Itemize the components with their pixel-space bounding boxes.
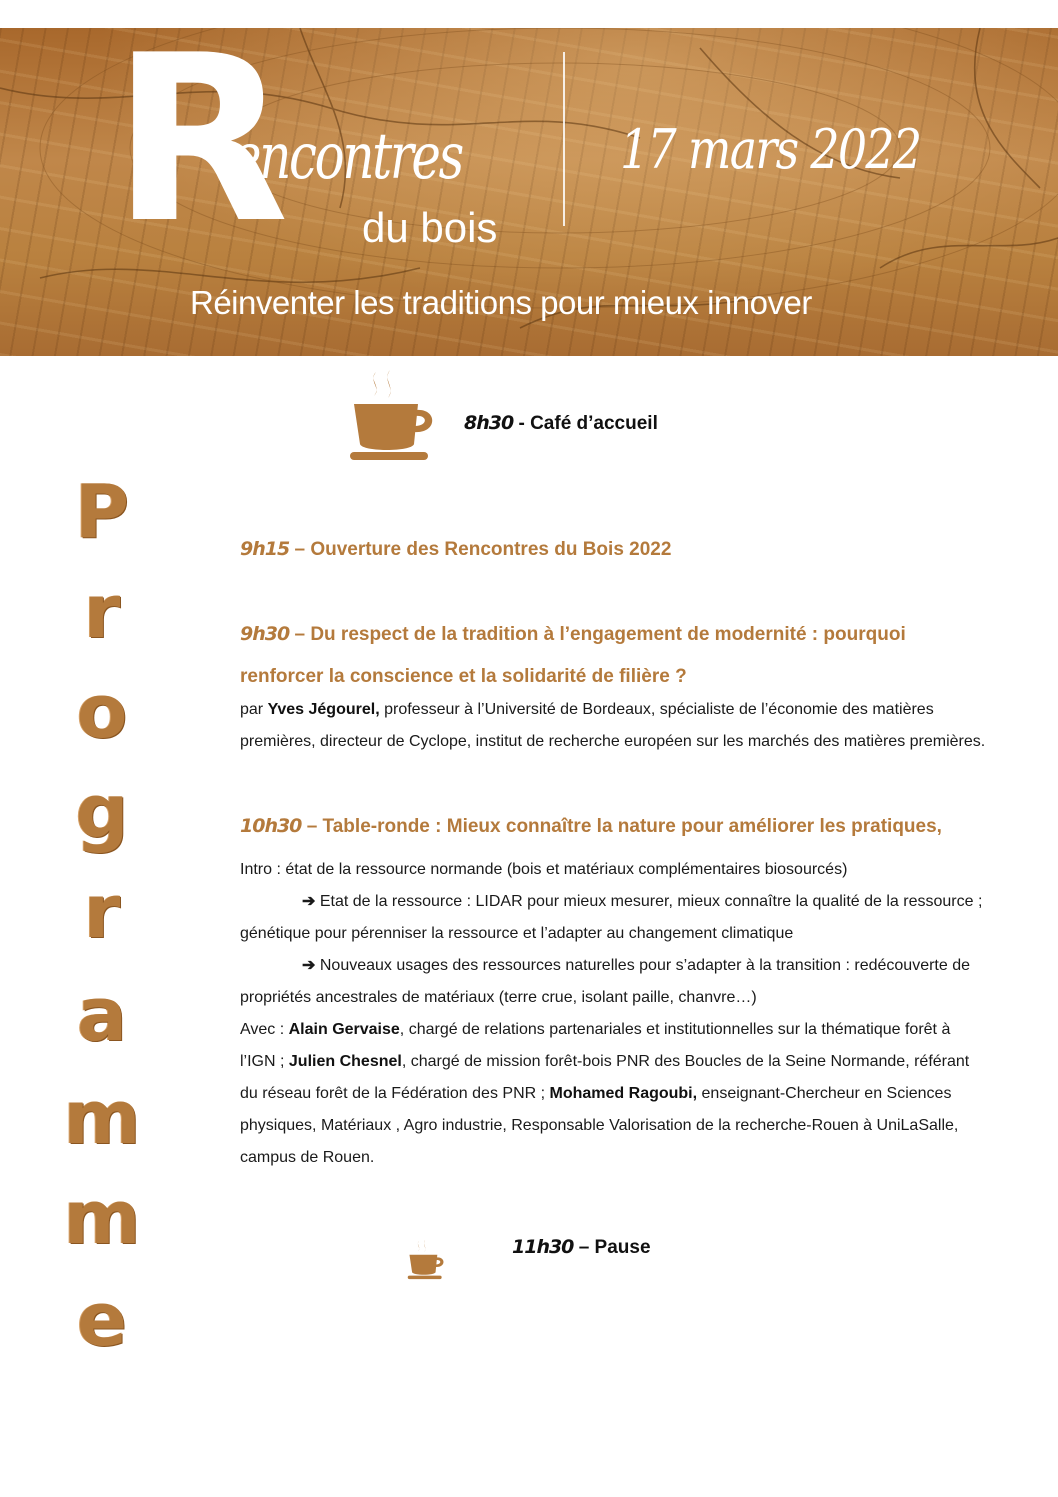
programme-letter: m — [63, 1075, 141, 1161]
agenda-item-talk-title-2: renforcer la conscience et la solidarité de filière ? — [240, 666, 687, 687]
programme-letter: r — [83, 569, 121, 655]
programme-letter: e — [76, 1277, 128, 1363]
agenda-item-pause — [512, 1236, 651, 1259]
agenda-item-talk — [240, 623, 906, 646]
participant-name: Julien Chesnel — [288, 1053, 402, 1070]
item-time: 9h30 — [240, 623, 290, 645]
participant-desc: campus de Rouen. — [240, 1149, 375, 1166]
right-arrow-icon: ➔ — [302, 957, 316, 974]
programme-letter: P — [74, 469, 130, 555]
programme-letter: m — [63, 1175, 141, 1261]
event-subtitle: Réinventer les traditions pour mieux innover — [190, 284, 812, 321]
header-banner — [0, 28, 1058, 356]
item-label: – Ouverture des Rencontres du Bois 2022 — [294, 539, 672, 560]
participant-desc: l’IGN ; — [240, 1053, 285, 1070]
participant-desc: enseignant-Chercheur en Sciences — [697, 1085, 952, 1102]
right-arrow-icon: ➔ — [302, 893, 316, 910]
speaker-desc: professeur à l’Université de Bordeaux, spécialiste de l’économie des matières — [384, 701, 934, 718]
item-title: – Du respect de la tradition à l’engagement de modernité : pourquoi — [294, 624, 906, 645]
item-time: 11h30 — [512, 1236, 574, 1258]
speaker-desc-2: premières, directeur de Cyclope, institut de recherche européen sur les marchés des matières premières. — [240, 733, 986, 750]
agenda-item-welcome — [464, 412, 658, 435]
title-rest: encontres — [232, 120, 462, 194]
item-time: 8h30 — [464, 412, 514, 434]
item-label: - Café d’accueil — [518, 413, 658, 434]
programme-letter: g — [75, 769, 129, 855]
item-label: – Pause — [578, 1237, 651, 1258]
header-divider — [563, 52, 565, 226]
agenda-item-opening — [240, 538, 671, 561]
point-2: Nouveaux usages des ressources naturelles pour s’adapter à la transition : redécouverte de — [319, 957, 971, 974]
programme-letter: a — [77, 972, 127, 1058]
roundtable-intro: Intro : état de la ressource normande (bois et matériaux complémentaires biosourcés) — [240, 861, 848, 878]
by-label: par — [240, 701, 264, 718]
coffee-cup-icon — [406, 1238, 446, 1282]
title-line2: du bois — [362, 204, 498, 251]
item-time: 9h15 — [240, 538, 290, 560]
title-initial: R — [112, 28, 284, 274]
item-title: – Table-ronde : Mieux connaître la nature pour améliorer les pratiques, — [306, 816, 942, 837]
participant-name: Alain Gervaise — [288, 1021, 400, 1038]
point-1: Etat de la ressource : LIDAR pour mieux mesurer, mieux connaître la qualité de la ressource ; — [319, 893, 983, 910]
event-date: 17 mars 2022 — [620, 118, 921, 181]
with-label: Avec : — [240, 1021, 285, 1038]
point-2-cont: propriétés ancestrales de matériaux (terre crue, isolant paille, chanvre…) — [240, 989, 757, 1006]
speaker-name: Yves Jégourel, — [267, 701, 380, 718]
point-1-cont: génétique pour pérenniser la ressource et l’adapter au changement climatique — [240, 925, 794, 942]
participant-desc: du réseau forêt de la Fédération des PNR ; — [240, 1085, 546, 1102]
participant-desc: , chargé de relations partenariales et institutionnelles sur la thématique forêt à — [399, 1021, 951, 1038]
programme-letter: r — [83, 869, 121, 955]
participant-desc: physiques, Matériaux , Agro industrie, Responsable Valorisation de la recherche-Rouen à UniLaSalle, — [240, 1117, 959, 1134]
coffee-cup-icon — [346, 368, 438, 464]
participant-name: Mohamed Ragoubi, — [549, 1085, 698, 1102]
participant-desc: , chargé de mission forêt-bois PNR des Boucles de la Seine Normande, référant — [401, 1053, 970, 1070]
item-time: 10h30 — [240, 815, 302, 837]
talk-description — [240, 694, 1000, 758]
programme-letter: o — [76, 669, 128, 755]
agenda-item-roundtable — [240, 815, 942, 838]
roundtable-description — [240, 854, 1000, 1174]
